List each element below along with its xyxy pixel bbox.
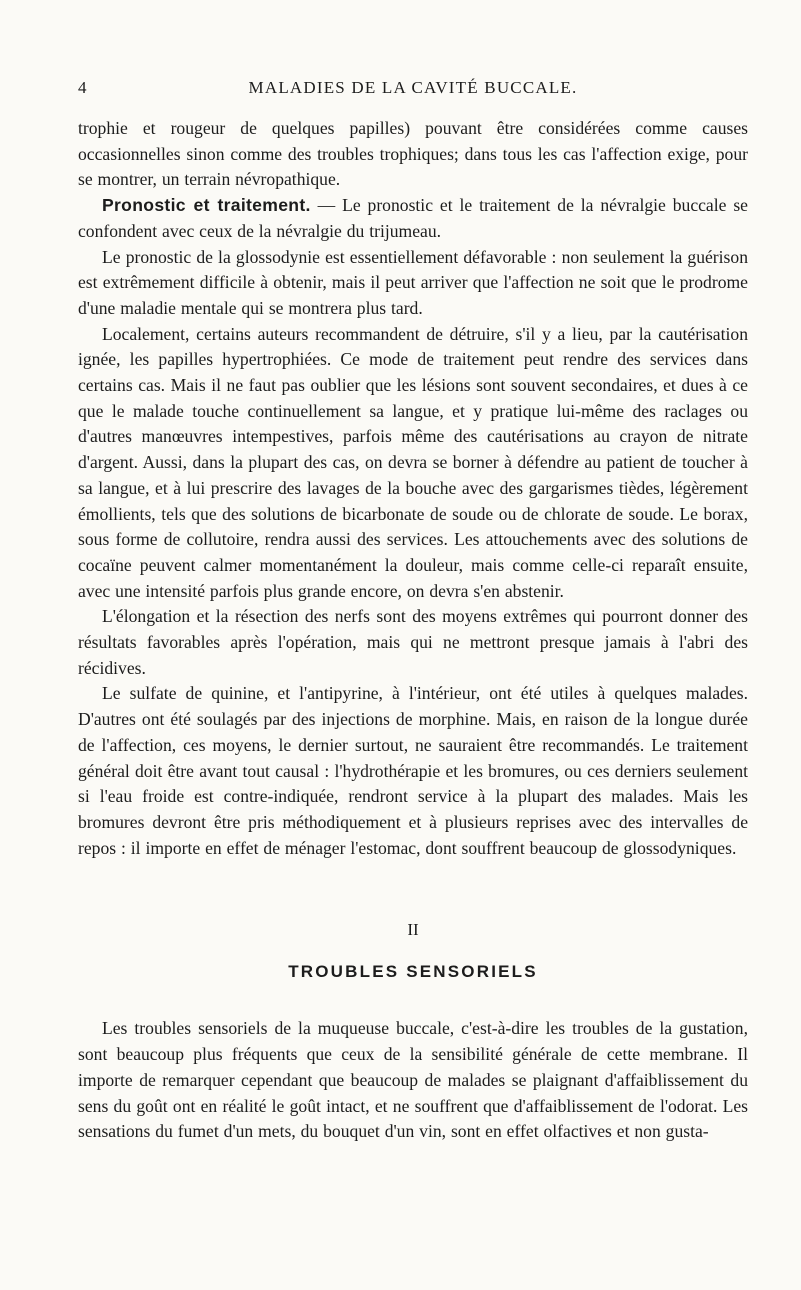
running-title: MALADIES DE LA CAVITÉ BUCCALE. <box>248 78 578 97</box>
section-title: TROUBLES SENSORIELS <box>288 962 538 982</box>
paragraph-local-treatment: Localement, certains auteurs recommandent de détruire, s'il y a lieu, par la cautérisation ignée, les papilles hypertrophiées. Ce mode de traitement peut rendre des services dans certains cas. Mais il ne faut pas oublier que les lésions sont souvent secondaires, et dues à ce que le malade touche continuellement sa langue, et y pratique lui-même des raclages ou d'autres manœuvres intempestives, parfois même des cautérisations au crayon de nitrate d'argent. Aussi, dans la plupart des cas, on devra se borner à défendre au patient de toucher à sa langue, et à lui prescrire des lavages de la bouche avec des gargarismes tièdes, légèrement émollients, tels que des solutions de bicarbonate de soude ou de chlorate de soude. Le borax, sous forme de collutoire, rendra aussi des services. Les attouchements avec des solutions de cocaïne peuvent calmer momentanément la douleur, mais comme celle-ci reparaît ensuite, avec une intensité parfois plus grande encore, on devra s'en abstenir. <box>78 323 748 601</box>
page-body <box>78 116 748 1145</box>
paragraph-sensory-troubles: Les troubles sensoriels de la muqueuse buccale, c'est-à-dire les troubles de la gustation, sont beaucoup plus fréquents que ceux de la sensibilité générale de cette membrane. Il importe de remarquer cependant que beaucoup de malades se plaignant d'affaiblissement du sens du goût ont en réalité le goût intact, et ne souffrent que d'affaiblissement de l'odorat. Les sensations du fumet d'un mets, du bouquet d'un vin, sont en effet olfactives et non gusta- <box>78 1018 748 1142</box>
paragraph-nerve-resection: L'élongation et la résection des nerfs sont des moyens extrêmes qui pourront donner des résultats favorables après l'opération, mais qui ne mettront presque jamais à l'abri des récidives. <box>78 606 748 678</box>
section-numeral: II <box>407 920 419 940</box>
paragraph-continuation: trophie et rougeur de quelques papilles) pouvant être considérées comme causes occasionnelles sinon comme des troubles trophiques; dans tous les cas l'affection exige, pour se montrer, un terrain névropathique. <box>78 118 748 190</box>
paragraph-prognosis-text: — Le pronostic et le traitement de la névralgie buccale se confondent avec ceux de la névralgie du trijumeau. <box>78 195 748 241</box>
paragraph-general-treatment: Le sulfate de quinine, et l'antipyrine, à l'intérieur, ont été utiles à quelques malades. D'autres ont été soulagés par des injections de morphine. Mais, en raison de la longue durée de l'affection, ces moyens, le dernier surtout, ne sauraient être recommandés. Le traitement général doit être avant tout causal : l'hydrothérapie et les bromures, ou ces derniers seulement si l'eau froide est contre-indiquée, rendront service à la plupart des malades. Mais les bromures devront être pris méthodiquement et à plusieurs reprises avec des intervalles de repos : il importe en effet de ménager l'estomac, dont souffrent beaucoup de glossodyniques. <box>78 683 748 858</box>
paragraph-prognosis <box>78 193 748 244</box>
running-header <box>78 78 748 100</box>
paragraph-glossodynia-prognosis: Le pronostic de la glossodynie est essentiellement défavorable : non seulement la guérison est extrêmement difficile à obtenir, mais il peut arriver que l'affection ne soit que le prodrome d'une maladie mentale qui se montrera plus tard. <box>78 246 748 318</box>
page-number: 4 <box>78 78 88 97</box>
section-heading-prognosis: Pronostic et traitement. <box>102 195 311 216</box>
